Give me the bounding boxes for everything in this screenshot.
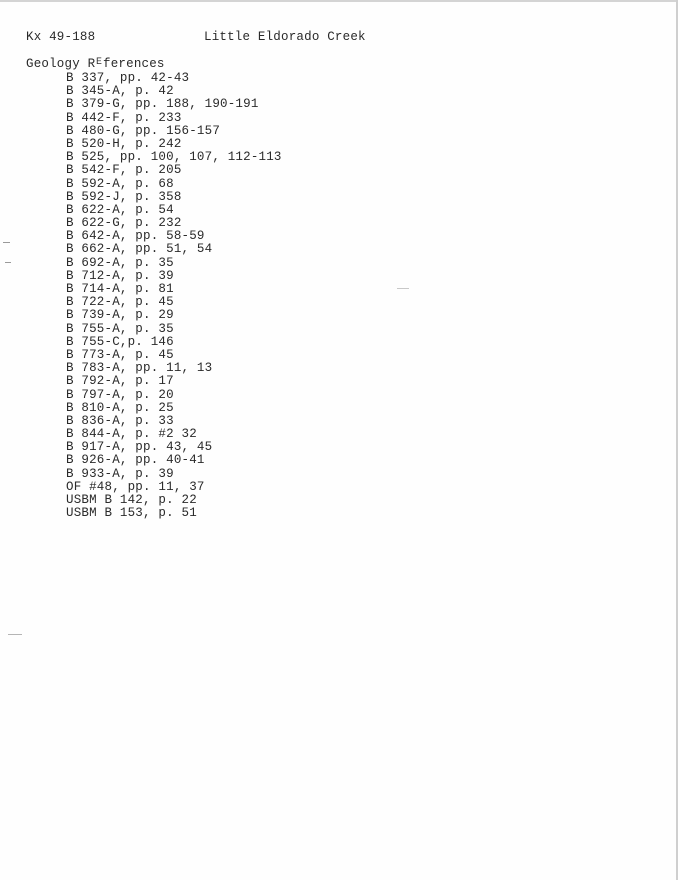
reference-item: B 692-A, p. 35 [66, 255, 174, 270]
reference-item: B 933-A, p. 39 [66, 466, 174, 481]
reference-item: B 442-F, p. 233 [66, 110, 182, 125]
reference-item: B 739-A, p. 29 [66, 308, 174, 323]
record-code: Kx 49-188 [26, 30, 96, 44]
reference-item: B 773-A, p. 45 [66, 347, 174, 362]
reference-item: OF #48, pp. 11, 37 [66, 479, 205, 494]
scan-speck [397, 288, 409, 289]
reference-item: B 662-A, pp. 51, 54 [66, 242, 213, 257]
section-heading: Geology Rᴱferences [26, 57, 165, 71]
reference-item: B 755-C,p. 146 [66, 334, 174, 349]
reference-item: B 844-A, p. #2 32 [66, 427, 197, 442]
reference-item: B 797-A, p. 20 [66, 387, 174, 402]
reference-item: B 917-A, pp. 43, 45 [66, 440, 213, 455]
reference-item: USBM B 153, p. 51 [66, 506, 197, 521]
reference-item: B 379-G, pp. 188, 190-191 [66, 97, 259, 112]
reference-item: B 642-A, pp. 58-59 [66, 229, 205, 244]
reference-item: B 337, pp. 42-43 [66, 71, 190, 85]
reference-item: B 755-A, p. 35 [66, 321, 174, 336]
reference-item: B 783-A, pp. 11, 13 [66, 361, 213, 376]
reference-item: B 622-A, p. 54 [66, 202, 174, 217]
reference-list [66, 72, 282, 520]
margin-mark [8, 634, 22, 635]
reference-item: B 542-F, p. 205 [66, 163, 182, 178]
record-title: Little Eldorado Creek [204, 30, 366, 44]
page-top-edge [0, 0, 678, 2]
reference-item: B 926-A, pp. 40-41 [66, 453, 205, 468]
reference-item: B 592-J, p. 358 [66, 189, 182, 204]
reference-item: B 480-G, pp. 156-157 [66, 123, 221, 138]
margin-mark [3, 242, 10, 243]
reference-item: B 525, pp. 100, 107, 112-113 [66, 150, 282, 165]
reference-item: B 345-A, p. 42 [66, 84, 174, 99]
reference-item: B 722-A, p. 45 [66, 295, 174, 310]
reference-item: B 792-A, p. 17 [66, 374, 174, 389]
reference-item: B 520-H, p. 242 [66, 136, 182, 151]
reference-item: B 714-A, p. 81 [66, 282, 174, 296]
reference-item: B 810-A, p. 25 [66, 400, 174, 415]
reference-item: B 836-A, p. 33 [66, 413, 174, 428]
reference-item: B 622-G, p. 232 [66, 216, 182, 231]
reference-item: B 592-A, p. 68 [66, 176, 174, 191]
reference-item: B 712-A, p. 39 [66, 268, 174, 283]
margin-mark [5, 262, 11, 263]
reference-item: USBM B 142, p. 22 [66, 493, 197, 507]
